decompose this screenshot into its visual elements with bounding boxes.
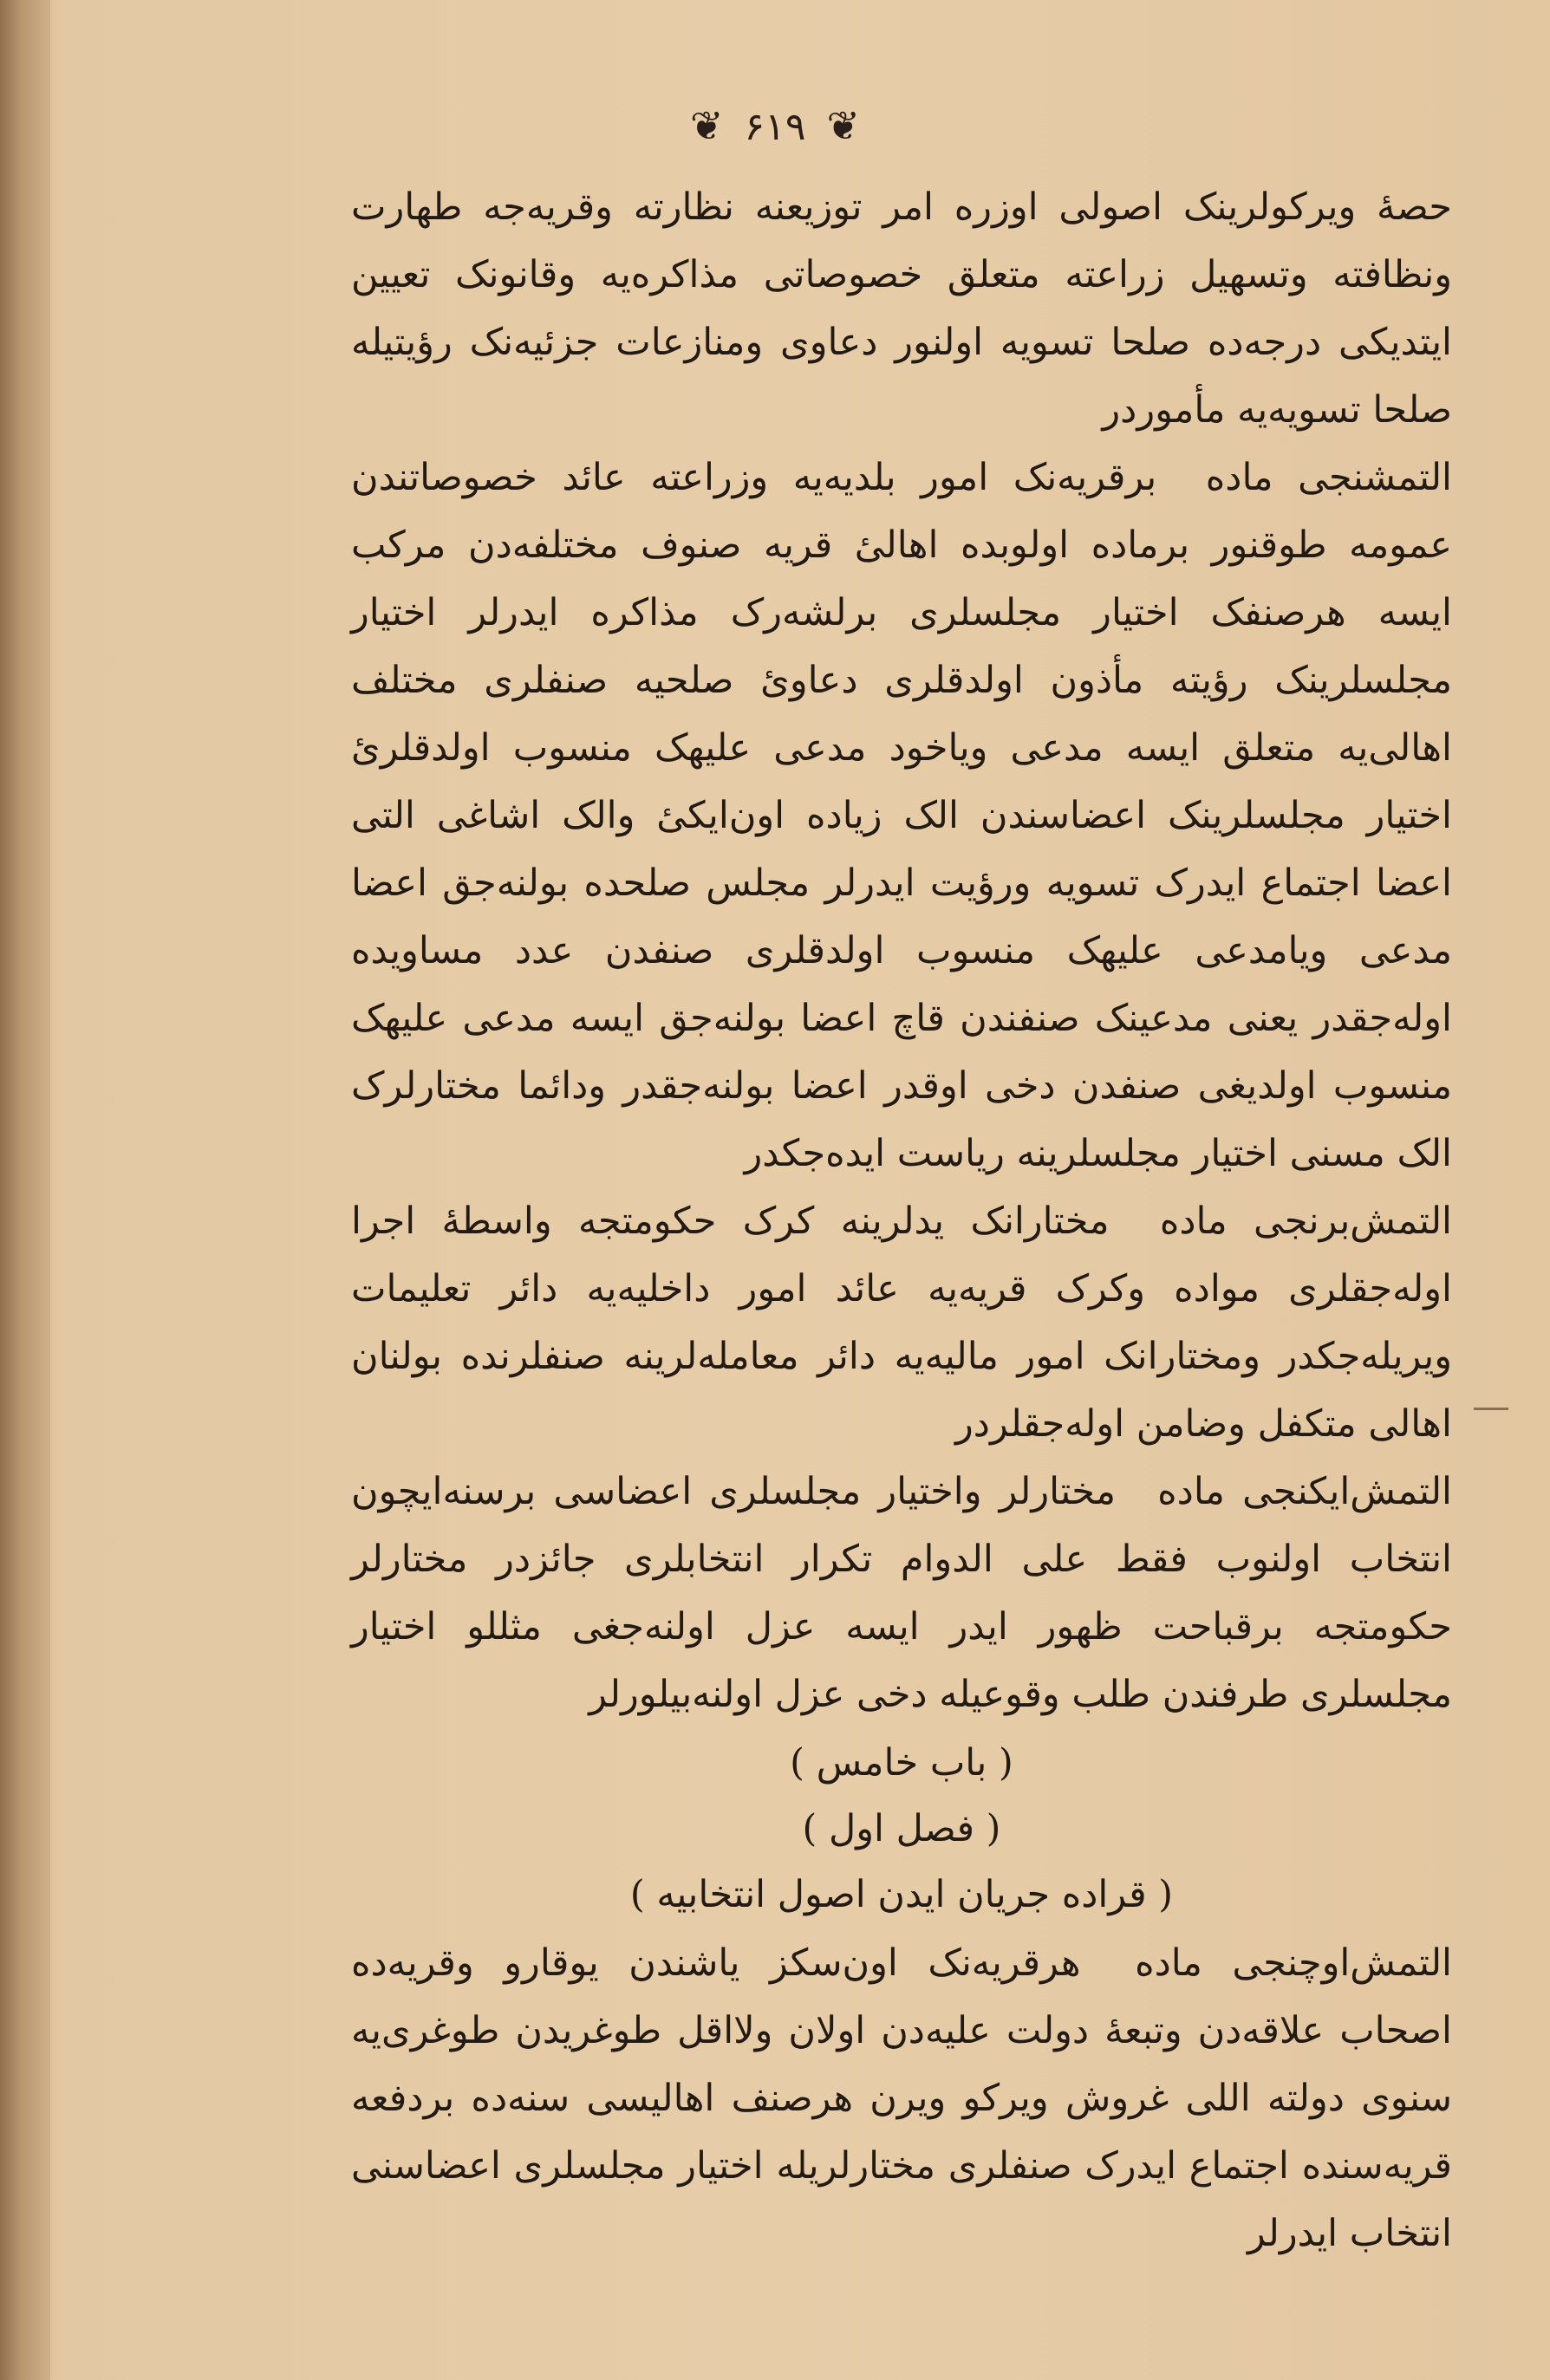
section-heading: ( باب خامس ) [790,1741,1013,1785]
paragraph-text: هرقریه‌نک اون‌سکز یاشندن یوقارو وقریه‌ده اصحاب علاقه‌دن وتبعه‌ٔ دولت علیه‌دن اولان ولااقل طوغریدن طوغری‌یه سنوی دولته اللی غروش ویرکو ویرن هرصنف اهالیسی سنه‌ده بردفعه قریه‌سنده اجتماع ایدرک صنفلری مختارلریله اختیار مجلسلری اعضاسنی انتخاب ایدرلر [351,1941,1452,2255]
page-header [0,102,1550,149]
book-binding-edge [0,0,50,2380]
paragraph-text: مختارلر واختیار مجلسلری اعضاسی برسنه‌ایچون انتخاب اولنوب فقط علی الدوام تکرار انتخابلری جائزدر مختارلر حکومتجه برقباحت ظهور ایدر ایسه عزل اولنه‌جغی مثللو اختیار مجلسلری طرفندن طلب وقوعیله دخی عزل اولنه‌بیلورلر [351,1470,1452,1716]
article-paragraph [351,1187,1452,1458]
article-label: التمشنجی ماده [1205,456,1452,499]
article-paragraph [351,1458,1452,1728]
paragraph-text: برقریه‌نک امور بلدیه‌یه وزراعته عائد خصوصاتندن عمومه طوقنور برماده اولوبده اهالیٔ قریه صنوف مختلفه‌دن مرکب ایسه هرصنفک اختیار مجلسلری برلشه‌رک مذاکره ایدرلر اختیار مجلسلرینک رؤیته مأذون اولدقلری دعاویٔ صلحیه صنفلری مختلف اهالی‌یه متعلق ایسه مدعی ویاخود مدعی علیهک منسوب اولدقلریٔ اختیار مجلسلرینک اعضاسندن الک زیاده اون‌ایکیٔ والک اشاغی التی اعضا اجتماع ایدرک تسویه ورؤیت ایدرلر مجلس صلحده بولنه‌جق اعضا مدعی ویامدعی علیهک منسوب اولدقلری صنفدن عدد مساویده اوله‌جقدر یعنی مدعینک صنفندن قاچ اعضا بولنه‌جق ایسه مدعی علیهک منسوب اولدیغی صنفدن دخی اوقدر اعضا بولنه‌جقدر ودائما مختارلرک الک مسنی اختیار مجلسلرینه ریاست ایده‌جکدر [351,456,1452,1175]
article-label: التمش‌ایکنجی ماده [1157,1470,1453,1513]
page-body [351,173,1452,2267]
article-label: التمش‌برنجی ماده [1159,1200,1452,1243]
article-label: التمش‌اوچنجی ماده [1135,1941,1452,1985]
article-paragraph [351,1929,1452,2267]
paragraph-text: حصه‌ٔ ویرکولرینک اصولی اوزره امر توزیعنه نظارته وقریه‌جه طهارت ونظافته وتسهیل زراعته متعلق خصوصاتی مذاکره‌یه وقانونک تعیین ایتدیکی درجه‌ده صلحا تسویه اولنور دعاوی ومنازعات جزئیه‌نک رؤیتیله صلحا تسویه‌یه مأموردر [351,185,1452,432]
paragraph [351,173,1452,444]
ornament-icon: ❦ [826,102,860,149]
article-paragraph [351,444,1452,1187]
ornament-icon: ❦ [690,102,724,149]
subject-heading: ( قراده جریان ایدن اصول انتخابیه ) [629,1873,1174,1916]
margin-mark [1474,1408,1508,1410]
paragraph-text: مختارانک یدلرینه کرک حکومتجه واسطه‌ٔ اجرا اوله‌جقلری مواده وکرک قریه‌یه عائد امور داخلیه‌یه دائر تعلیمات ویریله‌جکدر ومختارانک امور مالیه‌یه دائر معامله‌لرینه صنفلرنده بولنان اهالی متکفل وضامن اوله‌جقلردر [351,1200,1452,1446]
page-number: ۶۱۹ [744,105,806,149]
chapter-heading: ( فصل اول ) [802,1807,1001,1850]
